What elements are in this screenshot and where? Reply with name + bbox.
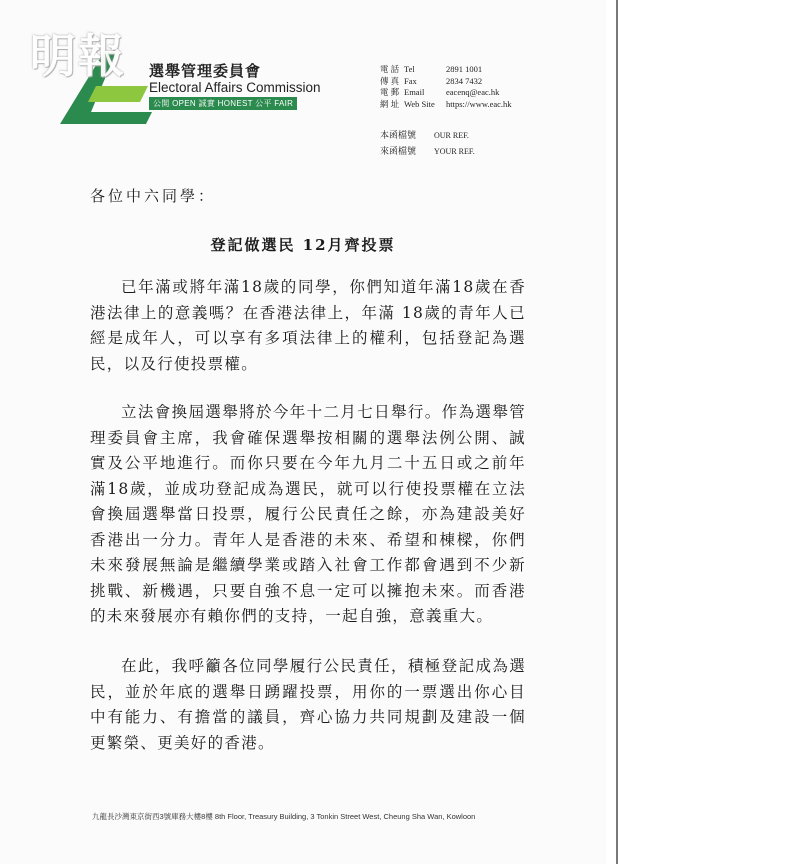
contact-row-email: [380, 87, 512, 99]
org-name-chinese: 選舉管理委員會: [149, 62, 262, 80]
contact-label-zh: 傳 真: [380, 75, 400, 86]
contact-value: 2891 1001: [446, 64, 483, 74]
ref-label-en: YOUR REF.: [434, 147, 475, 156]
page-divider: [616, 0, 618, 864]
contact-row-website: [380, 99, 512, 111]
letter-paragraph: 已年滿或將年滿18歲的同學，你們知道年滿18歲在香港法律上的意義嗎？在香港法律上，年滿 18歲的青年人已經是成年人，可以享有多項法律上的權利，包括登記為選民，以及行使投票權。: [90, 278, 526, 373]
ref-row-ours: [380, 128, 475, 144]
letter-greeting: 各位中六同學：: [90, 187, 217, 205]
letter-heading: 登記做選民 12月齊投票: [210, 236, 396, 254]
letter-paragraph: 在此，我呼籲各位同學履行公民責任，積極登記成為選民，並於年底的選舉日踴躍投票，用你的一票選出你心目中有能力、有擔當的議員，齊心協力共同規劃及建設一個更繁榮、更美好的香港。: [90, 657, 526, 752]
contact-value: 2834 7432: [446, 75, 483, 86]
contact-block: [380, 64, 512, 110]
ref-row-yours: [380, 144, 475, 160]
contact-label-en: Fax: [404, 75, 417, 86]
watermark-text: 明報: [30, 29, 126, 83]
contact-value: https://www.eac.hk: [446, 98, 512, 109]
ref-label-zh: 來函檔號: [380, 147, 417, 157]
contact-label-en: Tel: [404, 64, 415, 74]
contact-label-zh: 網 址: [380, 98, 400, 109]
org-name-english: Electoral Affairs Commission: [149, 80, 321, 95]
letter-footer-address: 九龍長沙灣東京街西3號庫務大樓8樓 8th Floor, Treasury Building, 3 Tonkin Street West, Cheung Sha Wan, Kowloon: [92, 812, 476, 821]
contact-row-tel: [380, 64, 512, 76]
contact-label-en: Web Site: [404, 98, 435, 109]
letter-paragraph: 立法會換屆選舉將於今年十二月七日舉行。作為選舉管理委員會主席，我會確保選舉按相關的選舉法例公開、誠實及公平地進行。而你只要在今年九月二十五日或之前年滿18歲，並成功登記成為選民，就可以行使投票權在立法會換屆選舉當日投票，履行公民責任之餘，亦為建設美好香港出一分力。青年人是香港的未來、希望和棟樑，你們未來發展無論是繼續學業或踏入社會工作都會遇到不少新挑戰、新機遇，只要自強不息一定可以擁抱未來。而香港的未來發展亦有賴你們的支持，一起自強，意義重大。: [90, 403, 526, 625]
contact-label-zh: 電 話: [380, 64, 400, 74]
ref-label-zh: 本函檔號: [380, 131, 417, 141]
org-motto-banner: 公開 OPEN 誠實 HONEST 公平 FAIR: [149, 97, 297, 110]
ref-label-en: OUR REF.: [434, 131, 469, 140]
reference-block: [380, 128, 475, 160]
contact-value: eacenq@eac.hk: [446, 87, 500, 97]
contact-label-en: Email: [404, 87, 425, 97]
contact-label-zh: 電 郵: [380, 87, 400, 97]
contact-row-fax: [380, 76, 512, 88]
